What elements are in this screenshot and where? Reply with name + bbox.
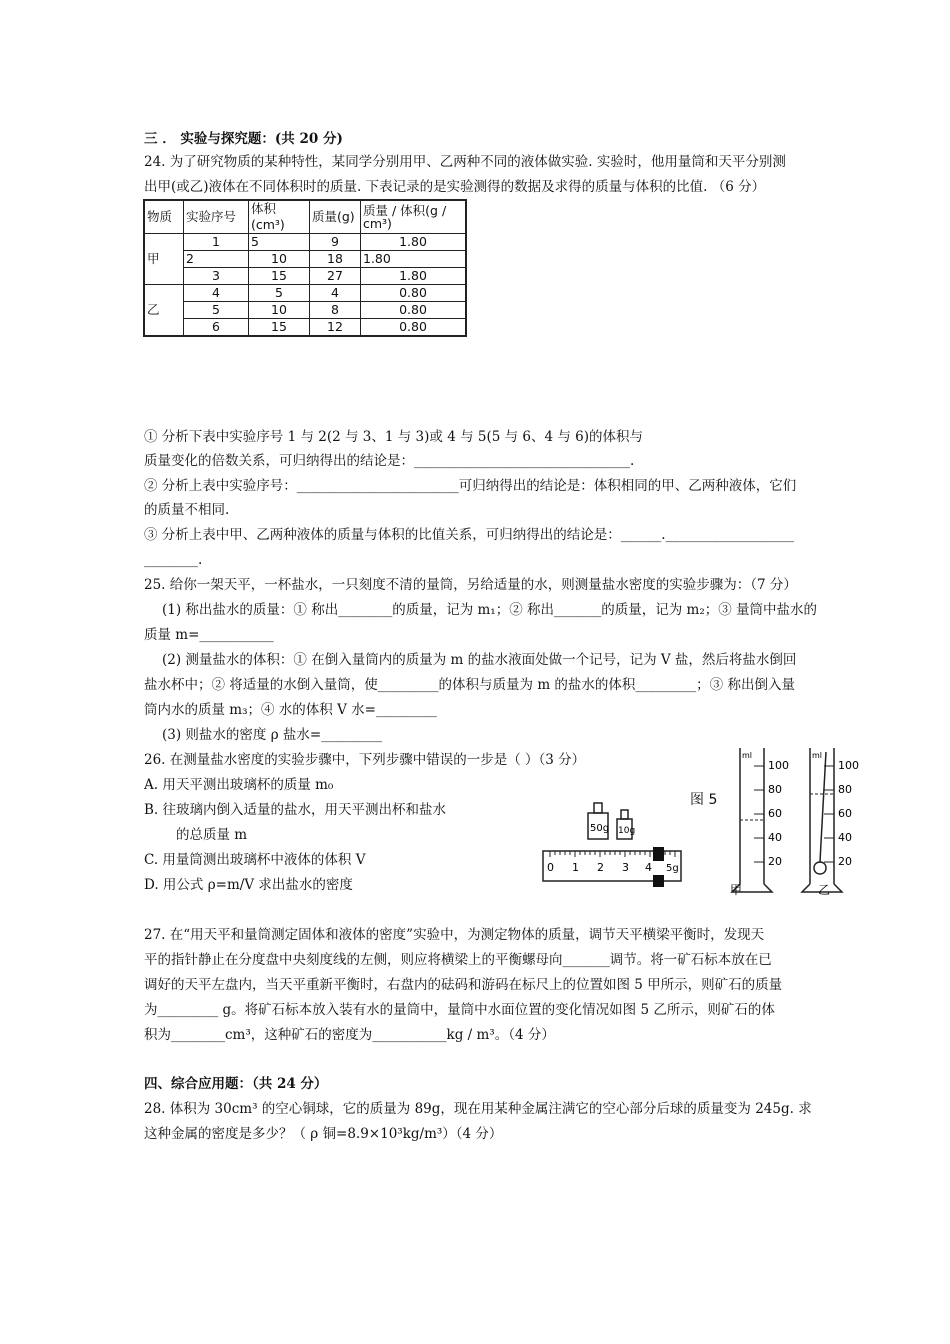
material-cell: 甲 xyxy=(144,234,184,285)
table-cell: 10 xyxy=(249,302,310,319)
table-header-cell: 质量 / 体积(g / cm³) xyxy=(361,200,467,234)
table-cell: 18 xyxy=(310,251,361,268)
scale-number: 3 xyxy=(622,861,629,874)
q24-part-1b: 质量变化的倍数关系，可归纳得出的结论是：________________________________. xyxy=(144,453,635,469)
balance-figure xyxy=(540,795,685,905)
table-cell: 15 xyxy=(249,268,310,285)
q25-line-6: 筒内水的质量 m₃；④ 水的体积 V 水=_________ xyxy=(144,702,437,718)
q26-option-b-2: 的总质量 m xyxy=(176,827,248,843)
table-header-cell: 实验序号 xyxy=(184,200,249,234)
q24-line-1: 24. 为了研究物质的某种特性，某同学分别用甲、乙两种不同的液体做实验. 实验时，他用量筒和天平分别测 xyxy=(144,154,786,170)
q26-option-b-1: B. 往玻璃内倒入适量的盐水，用天平测出杯和盐水 xyxy=(144,802,447,818)
table-cell: 9 xyxy=(310,234,361,251)
scale-number: 1 xyxy=(572,861,579,874)
scale-number: 5g xyxy=(666,863,679,874)
section-3-heading: 三 ． 实验与探究题：(共 20 分) xyxy=(144,131,343,147)
q24-part-3b: ________. xyxy=(144,552,203,568)
q28-line-2: 这种金属的密度是多少？（ ρ 铜=8.9×10³kg/m³）（4 分） xyxy=(144,1126,503,1142)
cylinder-b-tick: 60 xyxy=(838,807,852,820)
q25-line-1: 25. 给你一架天平，一杯盐水，一只刻度不清的量筒，另给适量的水，则测量盐水密度的实验步骤为：（7 分） xyxy=(144,577,797,593)
thread xyxy=(820,752,826,862)
table-cell: 1.80 xyxy=(361,234,467,251)
weight-10g-label: 10g xyxy=(618,826,636,836)
table-cell: 1.80 xyxy=(361,268,467,285)
scale-number: 2 xyxy=(597,861,604,874)
table-cell: 10 xyxy=(249,251,310,268)
q24-part-1a: ① 分析下表中实验序号 1 与 2(2 与 3、1 与 3)或 4 与 5(5 与 6、4 与 6)的体积与 xyxy=(144,429,644,445)
material-cell: 乙 xyxy=(144,285,184,337)
cylinder-b-tick: 80 xyxy=(838,783,852,796)
cylinder-a xyxy=(728,744,798,899)
q24-part-2a: ② 分析上表中实验序号：________________________可归纳得出的结论是：体积相同的甲、乙两种液体，它们 xyxy=(144,478,797,494)
cylinder-a-tick: 100 xyxy=(768,759,789,772)
table-cell: 0.80 xyxy=(361,319,467,337)
q27-line-3: 调好的天平左盘内，当天平重新平衡时，右盘内的砝码和游码在标尺上的位置如图 5 甲所示，则矿石的质量 xyxy=(144,977,783,993)
table-cell: 6 xyxy=(184,319,249,337)
section-4-heading: 四、综合应用题：（共 24 分） xyxy=(144,1076,328,1092)
q24-line-2: 出甲(或乙)液体在不同体积时的质量. 下表记录的是实验测得的数据及求得的质量与体积的比值. （6 分） xyxy=(144,179,766,195)
q27-line-1: 27. 在“用天平和量筒测定固体和液体的密度”实验中，为测定物体的质量，调节天平横梁平衡时，发现天 xyxy=(144,927,765,943)
rider-bottom xyxy=(653,875,664,887)
q25-line-7: (3) 则盐水的密度 ρ 盐水=_________ xyxy=(162,727,382,743)
table-cell: 0.80 xyxy=(361,285,467,302)
table-header-cell: 物质 xyxy=(144,200,184,234)
table-header-row xyxy=(144,200,466,234)
cylinder-a-tick: 20 xyxy=(768,855,782,868)
rider-top xyxy=(653,847,664,861)
weight-10g-knob xyxy=(621,810,628,819)
scale-number: 4 xyxy=(645,861,652,874)
cylinder-a-tick: 60 xyxy=(768,807,782,820)
cylinder-a-tick: 40 xyxy=(768,831,782,844)
table-header-cell: 质量(g) xyxy=(310,200,361,234)
cylinder-b-label: 乙 xyxy=(818,883,831,897)
table-cell: 1 xyxy=(184,234,249,251)
table-row xyxy=(144,302,466,319)
table-row xyxy=(144,319,466,337)
cylinder-b-tick: 20 xyxy=(838,855,852,868)
q25-line-3: 质量 m=___________ xyxy=(144,627,274,643)
scale-number: 0 xyxy=(547,861,554,874)
q25-line-4: (2) 测量盐水的体积：① 在倒入量筒内的质量为 m 的盐水液面处做一个记号，记为 V 盐，然后将盐水倒回 xyxy=(162,652,797,668)
weight-50g-label: 50g xyxy=(590,823,610,834)
q24-part-2b: 的质量不相同. xyxy=(144,502,230,518)
table-row xyxy=(144,251,466,268)
table-cell: 12 xyxy=(310,319,361,337)
q26-option-a: A. 用天平测出玻璃杯的质量 m₀ xyxy=(144,777,334,793)
q24-part-3a: ③ 分析上表中甲、乙两种液体的质量与体积的比值关系，可归纳得出的结论是：______.___________________ xyxy=(144,527,794,543)
table-cell: 4 xyxy=(310,285,361,302)
q24-data-table xyxy=(143,199,467,337)
table-cell: 8 xyxy=(310,302,361,319)
cylinder-b-tick: 40 xyxy=(838,831,852,844)
cylinder-a-tick: 80 xyxy=(768,783,782,796)
q26-option-c: C. 用量筒测出玻璃杯中液体的体积 V xyxy=(144,852,366,868)
q27-line-5: 积为________cm³，这种矿石的密度为___________kg / m³。（4 分） xyxy=(144,1027,555,1043)
table-cell: 1.80 xyxy=(361,251,467,268)
cylinder-b xyxy=(796,744,868,899)
table-row xyxy=(144,234,466,251)
table-cell: 5 xyxy=(184,302,249,319)
ore-sample xyxy=(814,862,826,874)
cylinder-b-unit: ml xyxy=(812,751,823,760)
q28-line-1: 28. 体积为 30cm³ 的空心铜球，它的质量为 89g，现在用某种金属注满它的空心部分后球的质量变为 245g. 求 xyxy=(144,1101,812,1117)
weight-50g-knob xyxy=(594,803,602,813)
table-cell: 2 xyxy=(184,251,249,268)
q26-option-d: D. 用公式 ρ=m/V 求出盐水的密度 xyxy=(144,877,353,893)
figure-5-label: 图 5 xyxy=(690,792,718,808)
q26-line-1: 26. 在测量盐水密度的实验步骤中，下列步骤中错误的一步是（ ）（3 分） xyxy=(144,752,586,768)
q27-line-4: 为_________ g。将矿石标本放入装有水的量筒中，量筒中水面位置的变化情况如图 5 乙所示，则矿石的体 xyxy=(144,1002,775,1018)
q25-line-5: 盐水杯中；② 将适量的水倒入量筒，使_________的体积与质量为 m 的盐水的体积_________；③ 称出倒入量 xyxy=(144,677,795,693)
table-row xyxy=(144,285,466,302)
cylinder-b-tick: 100 xyxy=(838,759,859,772)
cylinder-a-label: 甲 xyxy=(730,883,743,897)
table-cell: 3 xyxy=(184,268,249,285)
q25-line-2: (1) 称出盐水的质量：① 称出________的质量，记为 m₁；② 称出_______的质量，记为 m₂；③ 量筒中盐水的 xyxy=(162,602,818,618)
cylinder-a-unit: ml xyxy=(742,751,753,760)
table-cell: 15 xyxy=(249,319,310,337)
table-row xyxy=(144,268,466,285)
table-cell: 5 xyxy=(249,285,310,302)
q27-line-2: 平的指针静止在分度盘中央刻度线的左侧，则应将横梁上的平衡螺母向_______调节。将一矿石标本放在已 xyxy=(144,952,772,968)
table-cell: 27 xyxy=(310,268,361,285)
table-cell: 0.80 xyxy=(361,302,467,319)
table-cell: 4 xyxy=(184,285,249,302)
table-cell: 5 xyxy=(249,234,310,251)
table-header-cell: 体积(cm³) xyxy=(249,200,310,234)
